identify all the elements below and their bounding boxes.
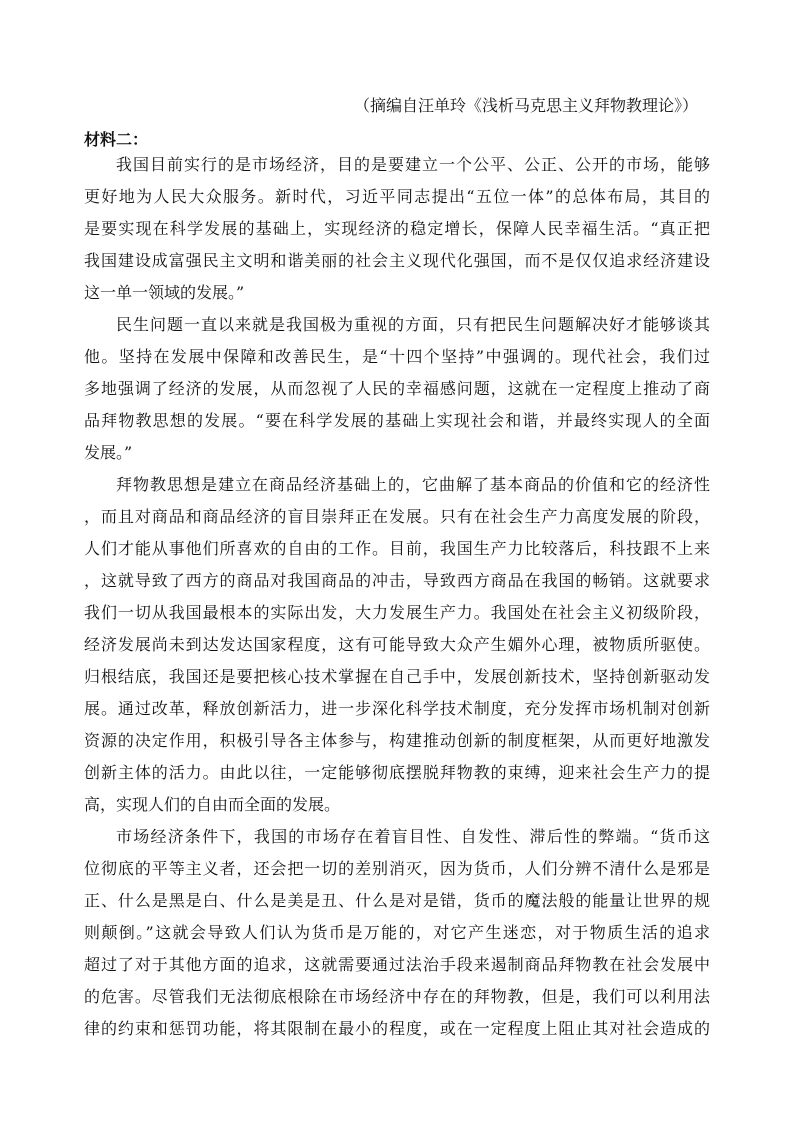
- paragraph-line: 是要实现在科学发展的基础上，实现经济的稳定增长，保障人民幸福生活。“真正把: [84, 219, 710, 238]
- paragraph-line: 市场经济条件下，我国的市场存在着盲目性、自发性、滞后性的弊端。“货币这: [116, 827, 710, 846]
- paragraph-line: 则颠倒。”这就会导致人们认为货币是万能的，对它产生迷恋，对于物质生活的追求: [84, 923, 710, 942]
- paragraph-line: 位彻底的平等主义者，还会把一切的差别消灭，因为货币，人们分辨不清什么是邪是: [84, 859, 710, 878]
- paragraph-line: 展。通过改革，释放创新活力，进一步深化科学技术制度，充分发挥市场机制对创新: [84, 699, 710, 718]
- paragraph-line: 品拜物教思想的发展。“要在科学发展的基础上实现社会和谐，并最终实现人的全面: [84, 411, 710, 430]
- section-heading: 材料二：: [84, 130, 149, 149]
- paragraph-line: 正、什么是黑是白、什么是美是丑、什么是对是错，货币的魔法般的能量让世界的规: [84, 891, 710, 910]
- paragraph-line: 创新主体的活力。由此以往，一定能够彻底摆脱拜物教的束缚，迎来社会生产力的提: [84, 763, 710, 782]
- paragraph-line: 的危害。尽管我们无法彻底根除在市场经济中存在的拜物教，但是，我们可以利用法: [84, 987, 710, 1006]
- paragraph-line: 我国建设成富强民主文明和谐美丽的社会主义现代化强国，而不是仅仅追求经济建设: [84, 251, 710, 270]
- paragraph-line: 超过了对于其他方面的追求，这就需要通过法治手段来遏制商品拜物教在社会发展中: [84, 955, 710, 974]
- paragraph-line: ，这就导致了西方的商品对我国商品的冲击，导致西方商品在我国的畅销。这就要求: [84, 571, 710, 590]
- paragraph-line: 我们一切从我国最根本的实际出发，大力发展生产力。我国处在社会主义初级阶段，: [84, 603, 710, 622]
- paragraph-line: 更好地为人民大众服务。新时代，习近平同志提出“五位一体”的总体布局，其目的: [84, 187, 710, 206]
- paragraph-line: 律的约束和惩罚功能，将其限制在最小的程度，或在一定程度上阻止其对社会造成的: [84, 1019, 710, 1038]
- paragraph-line: 我国目前实行的是市场经济，目的是要建立一个公平、公正、公开的市场，能够: [116, 155, 710, 174]
- paragraph-line: 拜物教思想是建立在商品经济基础上的，它曲解了基本商品的价值和它的经济性: [116, 475, 710, 494]
- paragraph-line: 人们才能从事他们所喜欢的自由的工作。目前，我国生产力比较落后，科技跟不上来: [84, 539, 710, 558]
- paragraph-line: 经济发展尚未到达发达国家程度，这有可能导致大众产生媚外心理，被物质所驱使。: [84, 635, 710, 654]
- paragraph-line: 发展。”: [84, 443, 133, 462]
- paragraph-line: 高，实现人们的自由而全面的发展。: [84, 795, 341, 814]
- source-note: （摘编自汪单玲《浅析马克思主义拜物教理论》）: [353, 96, 698, 115]
- paragraph-line: 民生问题一直以来就是我国极为重视的方面，只有把民生问题解决好才能够谈其: [116, 315, 710, 334]
- paragraph-line: 资源的决定作用，积极引导各主体参与，构建推动创新的制度框架，从而更好地激发: [84, 731, 710, 750]
- paragraph-line: 这一单一领域的发展。”: [84, 283, 245, 302]
- paragraph-line: ，而且对商品和商品经济的盲目崇拜正在发展。只有在社会生产力高度发展的阶段，: [84, 507, 710, 526]
- paragraph-line: 他。坚持在发展中保障和改善民生，是“十四个坚持”中强调的。现代社会，我们过: [84, 347, 710, 366]
- paragraph-line: 归根结底，我国还是要把核心技术掌握在自己手中，发展创新技术，坚持创新驱动发: [84, 667, 710, 686]
- paragraph-line: 多地强调了经济的发展，从而忽视了人民的幸福感问题，这就在一定程度上推动了商: [84, 379, 710, 398]
